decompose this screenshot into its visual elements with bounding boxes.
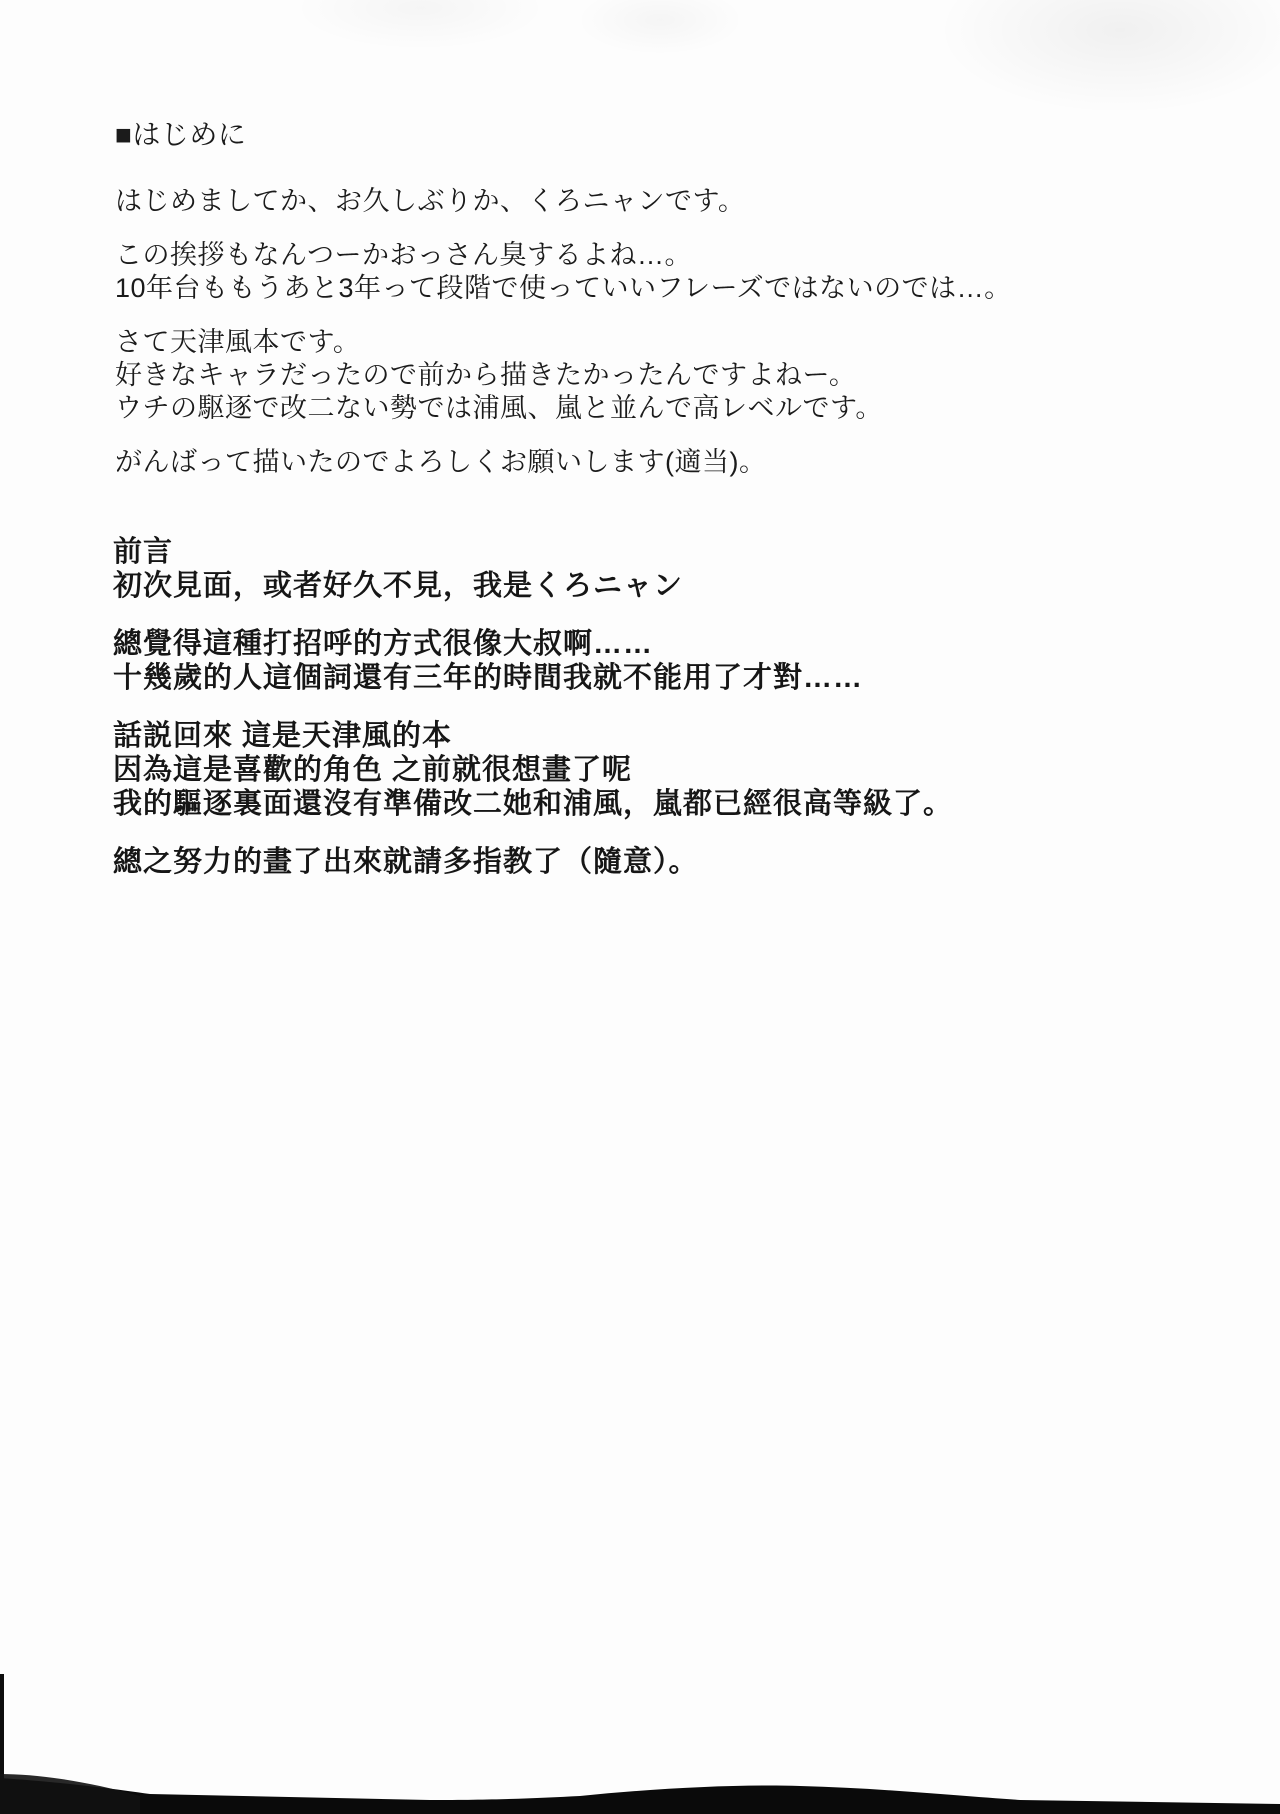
text-line: 初次見面，或者好久不見，我是くろニャン bbox=[113, 570, 684, 602]
zh-paragraph-closing bbox=[113, 845, 953, 879]
text-line: さて天津風本です。 bbox=[115, 327, 361, 357]
text-line: はじめましてか、お久しぶりか、くろニャンです。 bbox=[115, 186, 746, 216]
section-heading-hajimeni: ■はじめに bbox=[115, 119, 247, 150]
zh-paragraph-greeting bbox=[113, 535, 953, 603]
text-line: 話説回來 這是天津風的本 bbox=[113, 720, 453, 752]
text-line: 總覺得這種打招呼的方式很像大叔啊…… bbox=[113, 628, 654, 660]
jp-paragraph-greeting bbox=[115, 185, 1012, 218]
jp-paragraph-aboutbook bbox=[115, 326, 1012, 425]
text-line: この挨拶もなんつーかおっさん臭するよね…。 bbox=[115, 240, 692, 270]
text-line: 十幾歲的人這個詞還有三年的時間我就不能用了才對…… bbox=[113, 662, 864, 694]
text-line: 好きなキャラだったので前から描きたかったんですよねー。 bbox=[115, 360, 857, 390]
zh-paragraph-aboutbook bbox=[113, 719, 953, 821]
chinese-translation-section bbox=[113, 535, 953, 879]
text-line: 總之努力的畫了出來就請多指教了（隨意）。 bbox=[113, 846, 699, 878]
jp-paragraph-closing bbox=[115, 446, 1012, 479]
scan-shadow-band bbox=[0, 1778, 1280, 1814]
scan-shadow-left-blob bbox=[0, 1774, 140, 1814]
scan-shadow-bottom-edge bbox=[0, 1674, 1280, 1814]
text-line: がんばって描いたのでよろしくお願いします(適当)。 bbox=[115, 447, 767, 477]
japanese-afterword-section bbox=[115, 118, 1012, 479]
text-line: 因為這是喜歡的角色 之前就很想畫了呢 bbox=[113, 754, 633, 786]
text-line: 10年台ももうあと3年って段階で使っていいフレーズではないのでは…。 bbox=[115, 273, 1012, 303]
section-heading-qianyan: 前言 bbox=[113, 536, 174, 568]
zh-paragraph-aboutgreeting bbox=[113, 627, 953, 695]
jp-paragraph-aboutgreeting bbox=[115, 239, 1012, 305]
text-line: 我的驅逐裏面還沒有準備改二她和浦風，嵐都已經很高等級了。 bbox=[113, 788, 954, 820]
text-line: ウチの駆逐で改二ない勢では浦風、嵐と並んで高レベルです。 bbox=[115, 393, 883, 423]
